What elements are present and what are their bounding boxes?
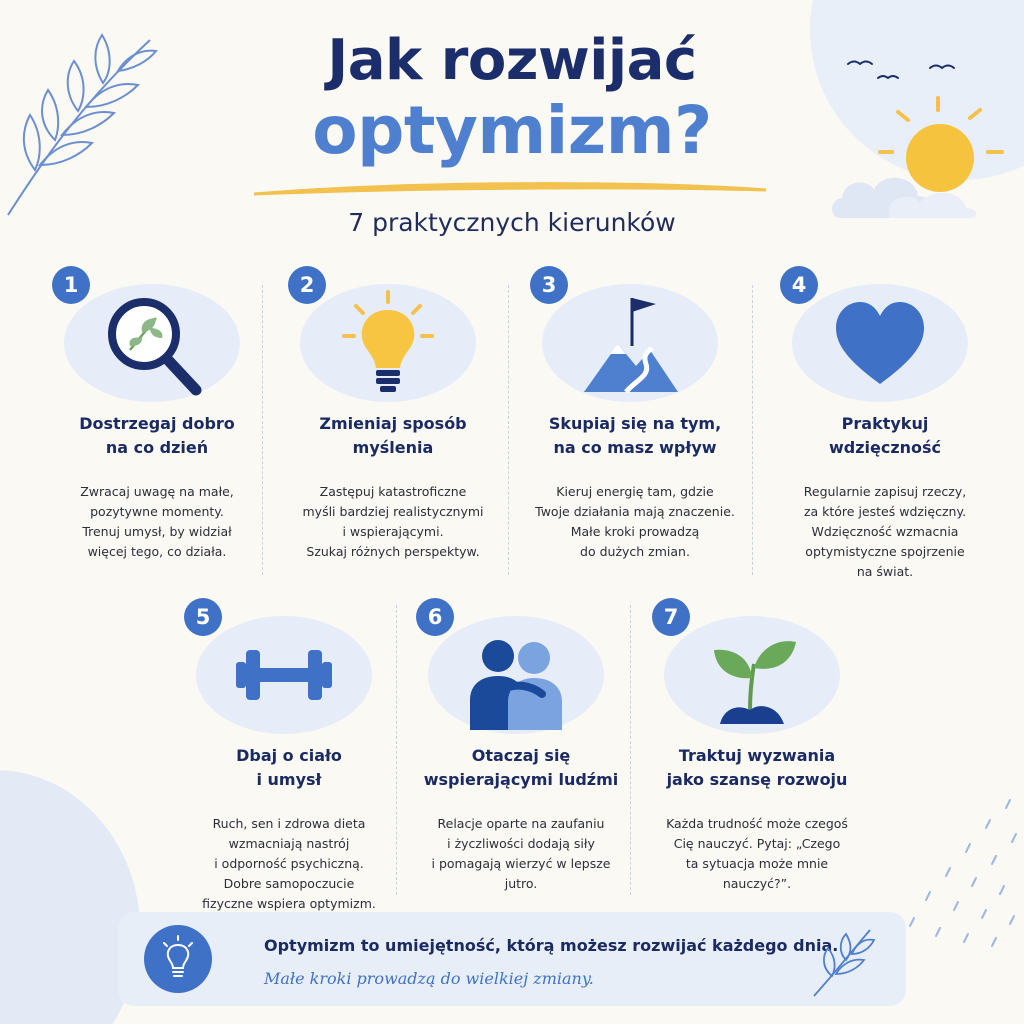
icon-background (196, 616, 372, 734)
magnifier-leaf-icon (102, 288, 202, 398)
footer-banner (118, 912, 906, 1006)
step-number: 4 (780, 266, 818, 304)
card-description: Każda trudność może czegoś Cię nauczyć. Pytaj: „Czego ta sytuacja może mnie nauczyć?”. (666, 816, 848, 891)
card-title: Dostrzegaj dobro na co dzień (79, 414, 235, 457)
step-number: 7 (652, 598, 690, 636)
page-subtitle: 7 praktycznych kierunków (348, 208, 676, 237)
card-description: Ruch, sen i zdrowa dieta wzmacniają nastrój i odporność psychiczną. Dobre samopoczucie fizyczne wspiera optymizm. (202, 816, 376, 911)
icon-background (64, 284, 240, 402)
icon-background (300, 284, 476, 402)
card-title: Praktykuj wdzięczność (828, 414, 942, 457)
sprout-icon (702, 620, 802, 730)
footer-main-text: Optymizm to umiejętność, którą możesz rozwijać każdego dnia. (264, 936, 839, 955)
footer-leaf-icon (808, 924, 878, 1000)
card-title: Skupiaj się na tym, na co masz wpływ (548, 414, 722, 457)
card-description: Zastępuj katastroficzne myśli bardziej realistycznymi i wspierającymi. Szukaj różnych perspektyw. (302, 484, 484, 559)
tip-card-3 (530, 266, 762, 596)
card-title: Dbaj o ciało i umysł (236, 746, 342, 789)
icon-background (664, 616, 840, 734)
step-number: 1 (52, 266, 90, 304)
tip-card-6 (416, 598, 648, 928)
footer-sub-text: Małe kroki prowadzą do wielkiej zmiany. (264, 969, 594, 988)
tip-card-7 (652, 598, 884, 928)
card-description: Zwracaj uwagę na małe, pozytywne momenty. Trenuj umysł, by widział więcej tego, co działa. (80, 484, 234, 559)
icon-background (792, 284, 968, 402)
tip-card-2 (288, 266, 520, 596)
mountain-flag-icon (580, 288, 680, 398)
footer-icon-background (144, 925, 212, 993)
icon-background (428, 616, 604, 734)
step-number: 3 (530, 266, 568, 304)
page-title-line2: optymizm? (312, 92, 712, 169)
page-title-line1: Jak rozwijać (327, 28, 697, 93)
tip-card-1 (52, 266, 284, 596)
title-underline-stroke (250, 178, 770, 200)
dots-decoration-icon (900, 790, 1024, 950)
card-description: Regularnie zapisuj rzeczy, za które jesteś wdzięczny. Wdzięczność wzmacnia optymistyczne spojrzenie na świat. (803, 484, 967, 579)
lightbulb-icon (158, 935, 198, 983)
step-number: 6 (416, 598, 454, 636)
card-description: Relacje oparte na zaufaniu i życzliwości dodają siły i pomagają wierzyć w lepsze jutro. (431, 816, 611, 891)
lightbulb-icon (338, 288, 438, 398)
heart-icon (830, 288, 930, 398)
people-hug-icon (466, 620, 566, 730)
tip-card-4 (780, 266, 1012, 596)
tip-card-5 (184, 598, 416, 928)
step-number: 2 (288, 266, 326, 304)
dumbbell-icon (214, 620, 354, 730)
card-description: Kieruj energię tam, gdzie Twoje działania mają znaczenie. Małe kroki prowadzą do dużych zmian. (535, 484, 735, 559)
card-title: Otaczaj się wspierającymi ludźmi (423, 746, 619, 789)
icon-background (542, 284, 718, 402)
card-title: Traktuj wyzwania jako szansę rozwoju (666, 746, 848, 789)
card-title: Zmieniaj sposób myślenia (319, 414, 467, 457)
step-number: 5 (184, 598, 222, 636)
